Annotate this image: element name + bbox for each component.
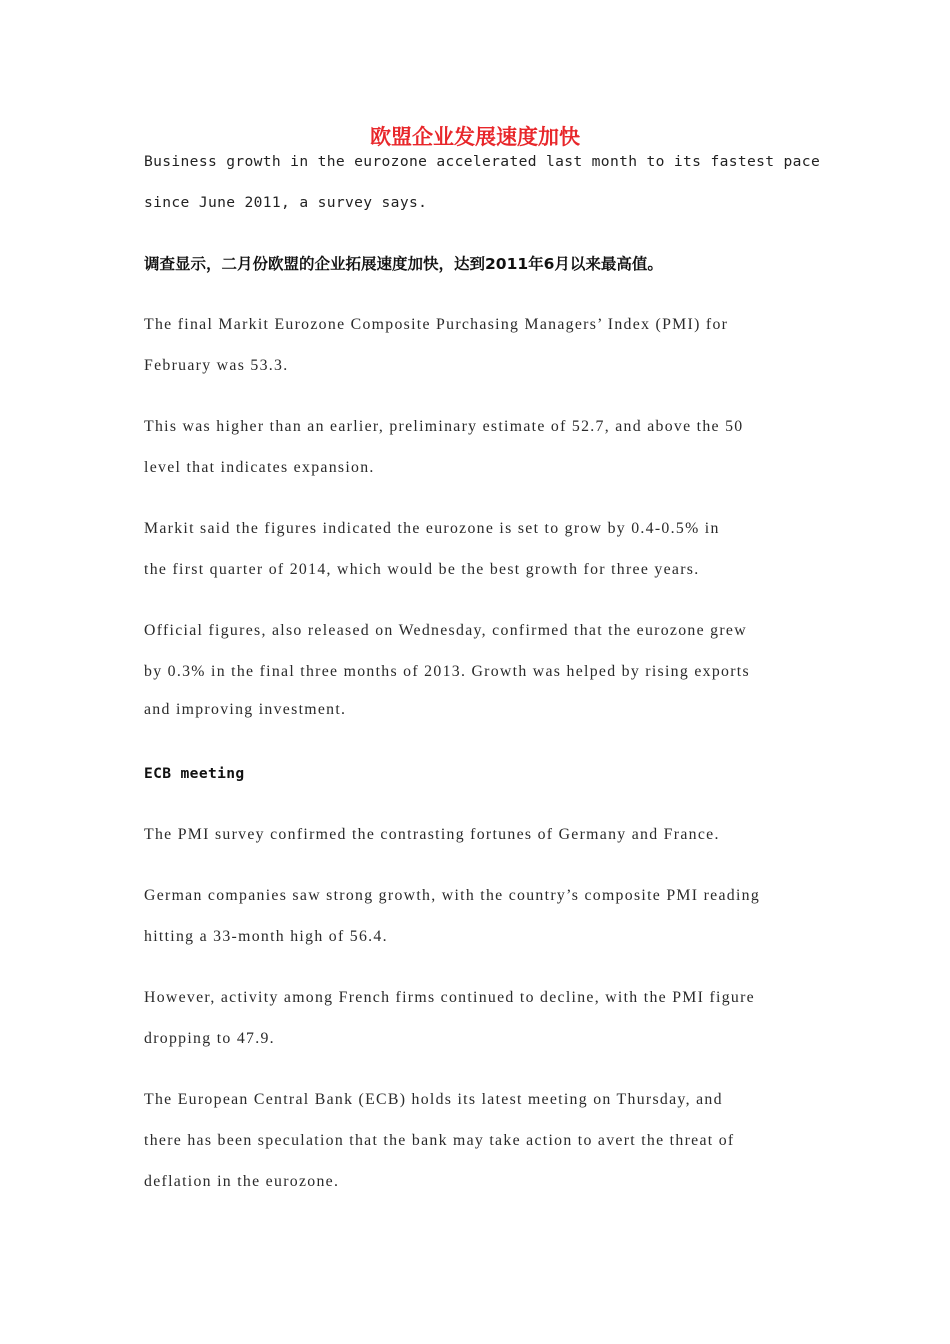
paragraph-line: hitting a 33-month high of 56.4.: [144, 928, 388, 945]
intro-line: since June 2011, a survey says.: [144, 194, 428, 211]
paragraph-line: level that indicates expansion.: [144, 459, 375, 476]
paragraph-line: This was higher than an earlier, preliminary estimate of 52.7, and above the 50: [144, 418, 744, 435]
section-heading: ECB meeting: [144, 765, 245, 782]
paragraph-line: German companies saw strong growth, with the country’s composite PMI reading: [144, 887, 761, 904]
paragraph-line: dropping to 47.9.: [144, 1030, 275, 1047]
paragraph-line: and improving investment.: [144, 701, 347, 718]
paragraph-line: Markit said the figures indicated the eurozone is set to grow by 0.4-0.5% in: [144, 520, 720, 537]
chinese-summary: 调查显示，二月份欧盟的企业拓展速度加快，达到2011年6月以来最高值。: [144, 255, 663, 273]
paragraph-line: deflation in the eurozone.: [144, 1173, 340, 1190]
paragraph-line: The PMI survey confirmed the contrasting fortunes of Germany and France.: [144, 826, 720, 843]
paragraph-line: by 0.3% in the final three months of 2013. Growth was helped by rising exports: [144, 663, 750, 680]
paragraph-line: the first quarter of 2014, which would be the best growth for three years.: [144, 561, 700, 578]
paragraph-line: February was 53.3.: [144, 357, 289, 374]
paragraph-line: The final Markit Eurozone Composite Purchasing Managers’ Index (PMI) for: [144, 316, 729, 333]
paragraph-line: However, activity among French firms continued to decline, with the PMI figure: [144, 989, 755, 1006]
intro-line: Business growth in the eurozone accelerated last month to its fastest pace: [144, 153, 821, 170]
paragraph-line: Official figures, also released on Wednesday, confirmed that the eurozone grew: [144, 622, 747, 639]
paragraph-line: there has been speculation that the bank may take action to avert the threat of: [144, 1132, 735, 1149]
paragraph-line: The European Central Bank (ECB) holds its latest meeting on Thursday, and: [144, 1091, 723, 1108]
page-title: 欧盟企业发展速度加快: [370, 125, 580, 149]
